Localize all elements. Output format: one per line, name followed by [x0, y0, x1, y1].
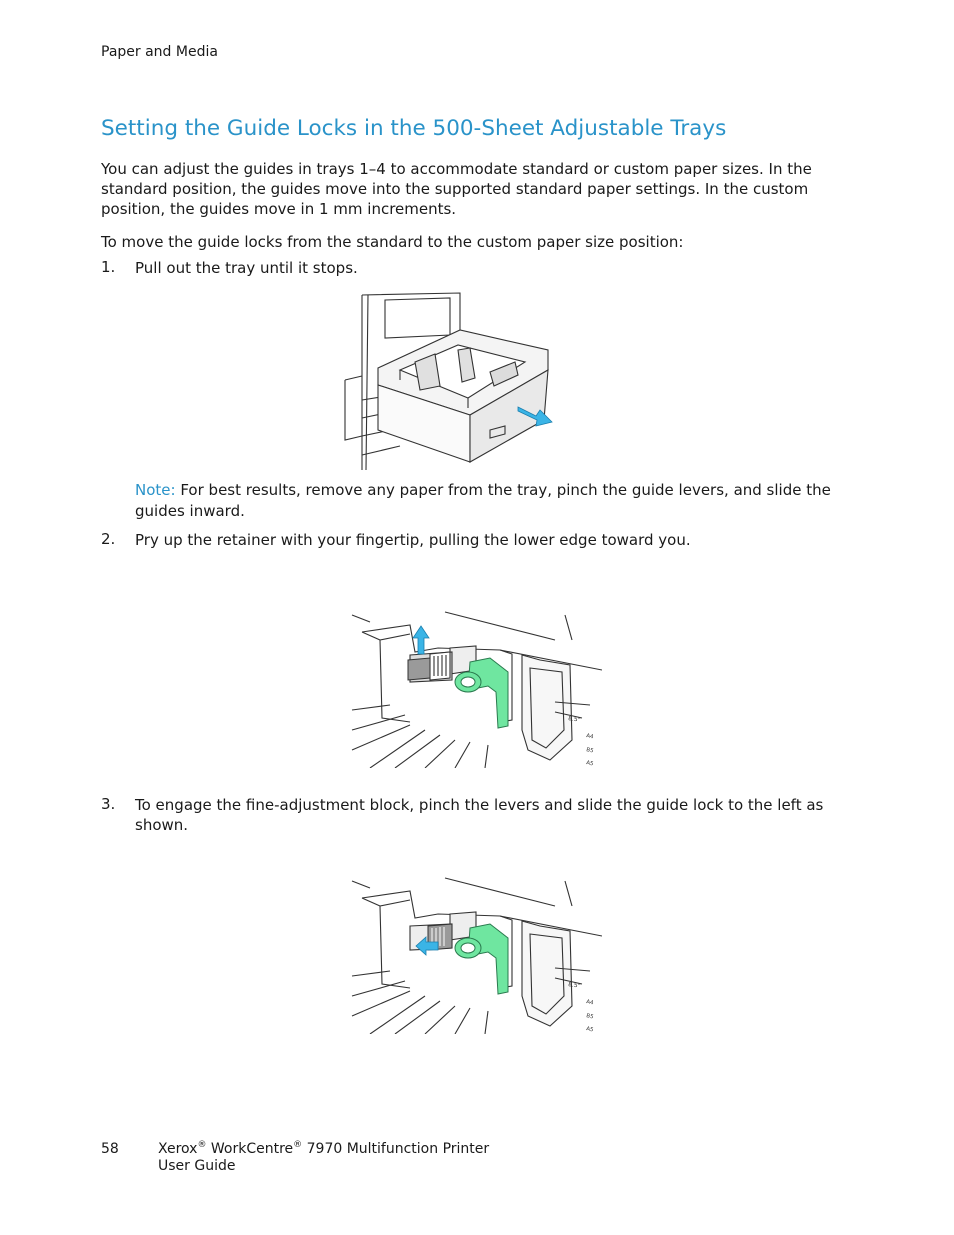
note-text: For best results, remove any paper from the tray, pinch the guide levers, and slide the guides inward. [135, 481, 831, 520]
footer-brand: Xerox [158, 1141, 198, 1157]
step-1-text: Pull out the tray until it stops. [135, 259, 358, 277]
footer-product-line [158, 1141, 489, 1158]
note-block [135, 480, 855, 522]
step-3-number: 3. [101, 795, 116, 813]
footer-model: 7970 Multifunction Printer [306, 1141, 490, 1157]
size-label-letter: 8.5" [567, 981, 581, 990]
size-label-letter: 8.5" [567, 715, 581, 724]
section-title: Setting the Guide Locks in the 500-Sheet Adjustable Trays [101, 116, 727, 141]
size-label-a4: A4 [585, 999, 594, 1007]
footer-guide: User Guide [158, 1158, 236, 1174]
size-label-b5: B5 [585, 1013, 594, 1021]
footer-product: WorkCentre [210, 1141, 294, 1157]
step-2-number: 2. [101, 530, 116, 548]
lead-paragraph: To move the guide locks from the standard to the custom paper size position: [101, 233, 684, 251]
running-head: Paper and Media [101, 44, 218, 60]
size-label-a4: A4 [585, 733, 594, 741]
size-label-a5: A5 [585, 1026, 594, 1034]
step-3-text: To engage the fine-adjustment block, pinch the levers and slide the guide lock to the left as shown. [135, 796, 824, 834]
note-label: Note: [135, 481, 176, 499]
step-2-text: Pry up the retainer with your fingertip, pulling the lower edge toward you. [135, 531, 691, 549]
size-label-b5: B5 [585, 747, 594, 755]
footer-title [158, 1141, 489, 1175]
retainer-pry-illustration [350, 610, 602, 768]
intro-paragraph: You can adjust the guides in trays 1–4 to accommodate standard or custom paper sizes. In the standard position, the guides move into the supported standard paper settings. In the custom position, the guides move in 1 mm increments. [101, 160, 812, 218]
footer-reg-mark: ® [293, 1140, 303, 1150]
tray-pulled-out-illustration [340, 290, 555, 475]
size-label-a5: A5 [585, 760, 594, 768]
step-1-number: 1. [101, 258, 116, 276]
footer-reg-mark: ® [197, 1140, 207, 1150]
guide-lock-slide-illustration [350, 876, 602, 1034]
page-number: 58 [101, 1141, 119, 1157]
